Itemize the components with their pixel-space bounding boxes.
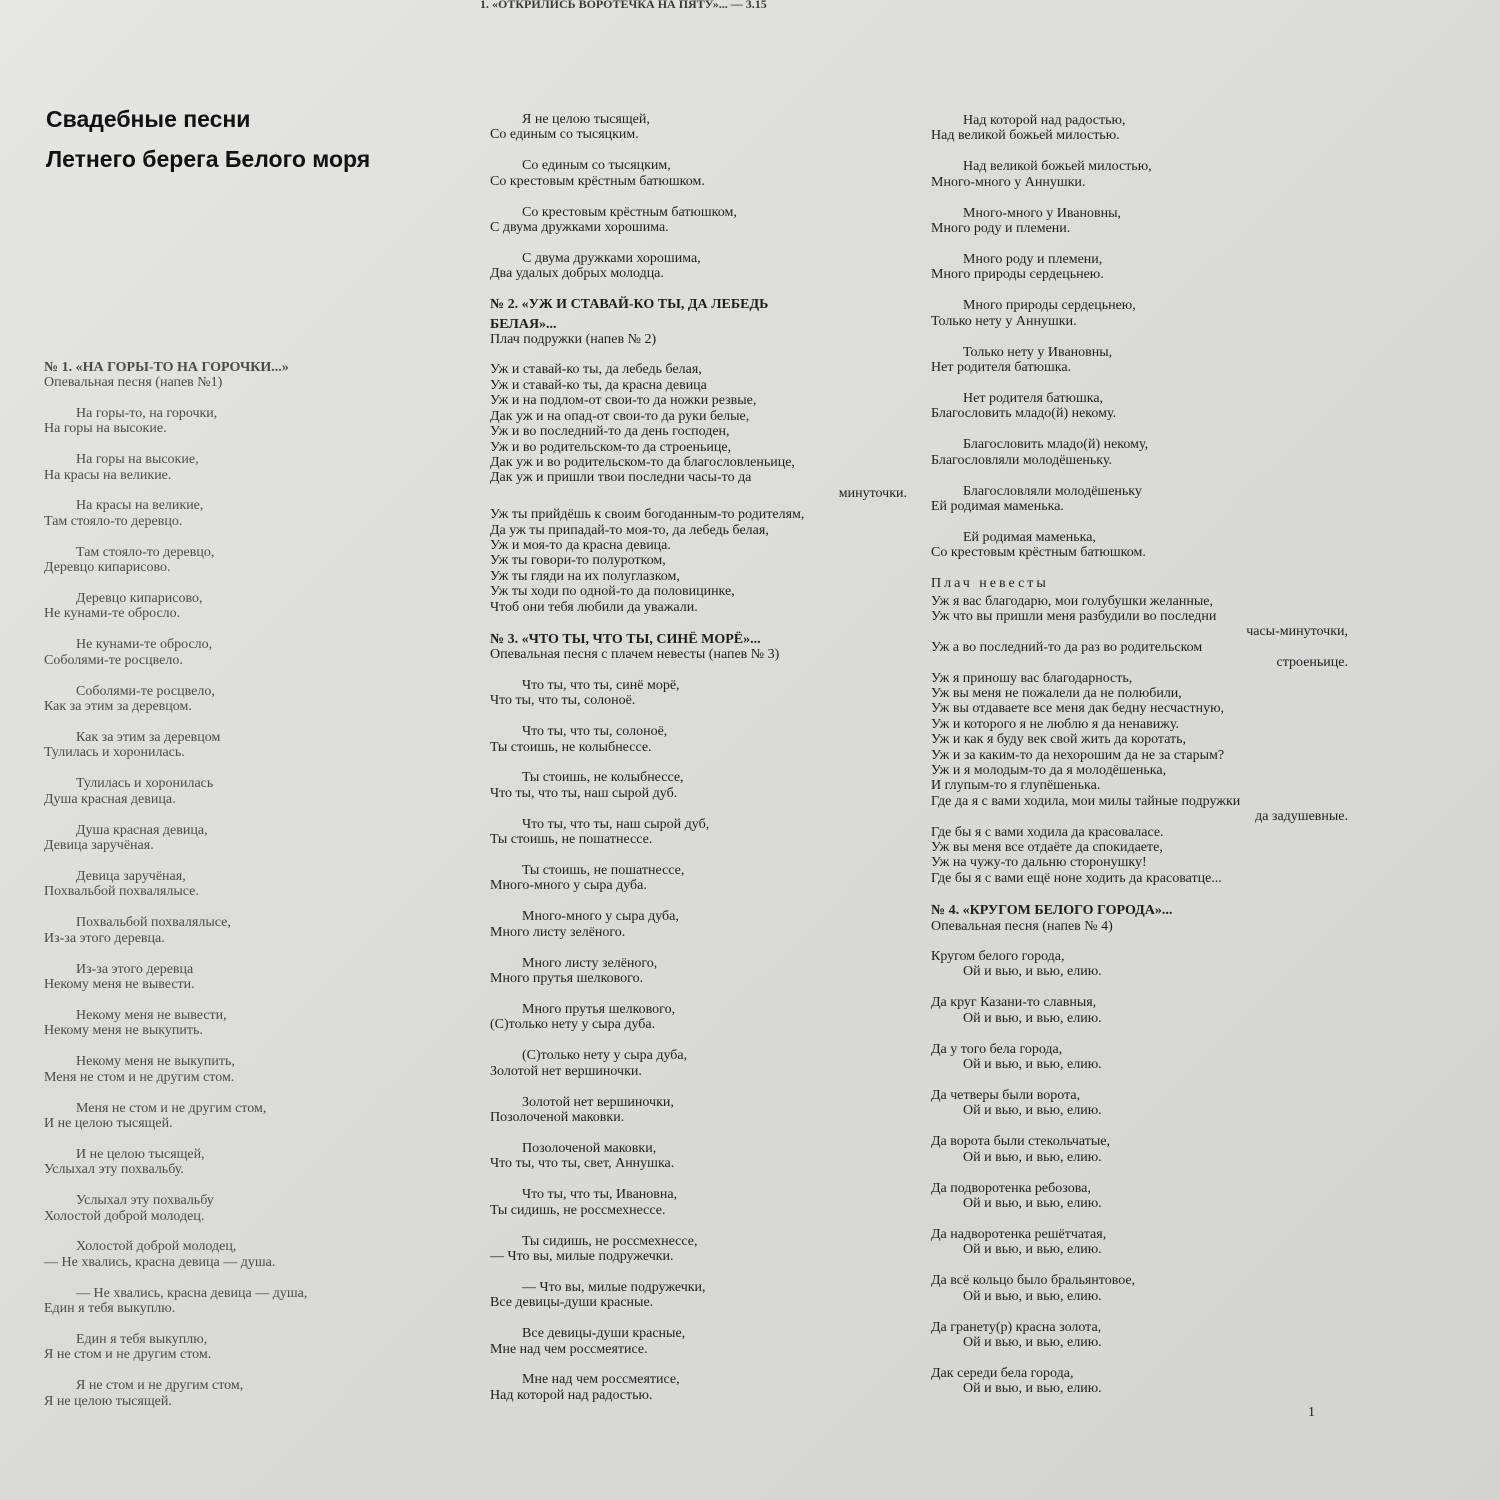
verse-line: На горы-то, на горочки,: [76, 405, 218, 421]
verse-line: Много-много у Ивановны,: [963, 205, 1121, 221]
text-line: да задушевные.: [1255, 809, 1348, 825]
verse-line: Там стояло-то деревцо.: [44, 513, 183, 529]
text-line: Уж вы меня не пожалели да не полюбили,: [931, 685, 1182, 701]
text-line: Уж и за каким-то да нехорошим да не за старым?: [931, 747, 1225, 763]
stanza: [931, 1042, 1356, 1073]
verse-line: Ты сидишь, не россмехнессе,: [522, 1233, 698, 1249]
verse-line: Тулилась и хоронилась.: [44, 745, 185, 761]
verse-line: Ой и вью, и вью, елию.: [963, 1381, 1102, 1397]
stanza: [490, 956, 915, 987]
stanza: [931, 995, 1356, 1026]
verse-line: Душа красная девица,: [76, 822, 208, 838]
text-line: Где да я с вами ходила, мои милы тайные подружки: [931, 793, 1241, 809]
verse-line: Да подворотенка ребозова,: [931, 1180, 1091, 1196]
verse-line: Мне над чем россмеятисе,: [522, 1372, 680, 1388]
stanza: [931, 391, 1356, 422]
page-number: 1: [1308, 1405, 1315, 1420]
song-heading: БЕЛАЯ»...: [490, 316, 557, 332]
stanza: [44, 637, 464, 668]
verse-line: На красы на великие,: [76, 498, 204, 514]
stanza: [931, 252, 1356, 283]
stanza: [490, 251, 915, 282]
verse-line: Девица заручёная,: [76, 868, 186, 884]
verse-line: Похвальбой похвалялысе.: [44, 884, 199, 900]
stanza: [44, 869, 464, 900]
stanza-list: [44, 406, 464, 1409]
verse-line: Деревцо кипарисово,: [76, 591, 203, 607]
stanza: [44, 1286, 464, 1317]
verse-line: Над великой божьей милостью,: [963, 159, 1152, 175]
verse-line: И не целою тысящей.: [44, 1115, 173, 1131]
verse-line: Только нету у Аннушки.: [931, 313, 1077, 329]
stanza: [44, 1101, 464, 1132]
stanza: [490, 1002, 915, 1033]
verse-line: Я не целою тысящей.: [44, 1393, 172, 1409]
text-line: Уж и во родительском-то да строеньице,: [490, 439, 732, 455]
text-line: минуточки.: [838, 485, 907, 501]
verse-line: Много листу зелёного.: [490, 924, 626, 940]
stanza: [490, 1372, 915, 1403]
song-heading: № 3. «ЧТО ТЫ, ЧТО ТЫ, СИНЁ МОРЁ»...: [490, 631, 761, 647]
verse-line: Да круг Казани-то славныя,: [931, 995, 1097, 1011]
verse-line: Со крестовым крёстным батюшком,: [522, 204, 737, 220]
verse-line: Много природы сердецьнею.: [931, 267, 1104, 283]
text-line: Уж ты гляди на их полуглазком,: [490, 568, 680, 584]
stanza-list: [931, 949, 1356, 1397]
text-line: Дак уж и пришли твои последни часы-то да: [490, 470, 752, 486]
text-line: Где бы я с вами ходила да красоваласе.: [931, 824, 1164, 840]
stanza: [44, 1332, 464, 1363]
verse-line: Ты стоишь, не пошатнессе,: [522, 863, 685, 879]
verse-line: Некому меня не вывести.: [44, 976, 195, 992]
verse-line: Нет родителя батюшка,: [963, 390, 1104, 406]
verse-line: Благословить младо(й) некому.: [931, 406, 1117, 422]
stanza-list: [490, 112, 915, 282]
top-cut-off-text: 1. «ОТКРИЛИСЬ ВОРОТЕЧКА НА ПЯТУ»... — 3.15: [480, 0, 767, 10]
verse-line: Ей родимая маменька,: [963, 529, 1096, 545]
stanza: [931, 113, 1356, 144]
stanza: [490, 158, 915, 189]
verse-line: Услыхал эту похвальбу.: [44, 1162, 184, 1178]
verse-line: Со единым со тысяцким.: [490, 127, 639, 143]
verse-line: Да гранету(р) красна золота,: [931, 1319, 1102, 1335]
verse-line: Ой и вью, и вью, елию.: [963, 1149, 1102, 1165]
stanza: [44, 1193, 464, 1224]
verse-line: Да надворотенка решётчатая,: [931, 1226, 1107, 1242]
verse-line: Над которой над радостью,: [963, 113, 1126, 128]
text-line: Уж и на подлом-от свои-то да ножки резвые,: [490, 393, 757, 409]
verse-line: Много-много у сыра дуба,: [522, 909, 679, 925]
verse-line: Как за этим за деревцом: [76, 730, 221, 745]
stanza: [931, 484, 1356, 515]
verse-line: Да ворота были стекольчатые,: [931, 1134, 1110, 1150]
stanza: [490, 909, 915, 940]
verse-line: Не кунами-те обросло.: [44, 606, 181, 622]
stanza: [490, 863, 915, 894]
verse-line: Как за этим за деревцом.: [44, 699, 192, 715]
stanza: [490, 770, 915, 801]
stanza: [490, 1187, 915, 1218]
verse-line: Над которой над радостью.: [490, 1387, 653, 1403]
verse-line: И не целою тысящей,: [76, 1146, 205, 1162]
text-line: Уж на чужу-то дальню сторонушку!: [931, 855, 1147, 871]
stanza: [490, 678, 915, 709]
verse-line: Ты стоишь, не пошатнессе.: [490, 832, 653, 848]
verse-line: Золотой нет вершиночки.: [490, 1063, 642, 1079]
verse-line: Холостой доброй молодец.: [44, 1208, 205, 1224]
verse-line: На красы на великие.: [44, 467, 172, 483]
verse-line: — Не хвались, красна девица — душа.: [44, 1254, 276, 1270]
column-3: [931, 113, 1356, 1412]
verse-line: Некому меня не выкупить,: [76, 1054, 235, 1070]
text-line: Чтоб они тебя любили да уважали.: [490, 599, 698, 615]
stanza: [44, 915, 464, 946]
verse-line: Мне над чем россмеятисе.: [490, 1341, 648, 1357]
verse-line: Девица заручёная.: [44, 838, 154, 854]
text-line: Уж и как я буду век свой жить да коротать,: [931, 732, 1187, 748]
title-line-2: Летнего берега Белого моря: [46, 146, 371, 172]
stanza: [490, 1326, 915, 1357]
stanza: [44, 452, 464, 483]
verse-line: Некому меня не выкупить.: [44, 1023, 203, 1039]
stanza: [490, 1280, 915, 1311]
stanza: [931, 530, 1356, 561]
verse-line: Я не стом и не другим стом,: [76, 1378, 244, 1394]
text-line: Уж вы отдаваете все меня дак бедну несчастную,: [931, 701, 1225, 717]
stanza: [44, 684, 464, 715]
verse-line: Ой и вью, и вью, елию.: [963, 1057, 1102, 1073]
verse-line: Дак середи бела города,: [931, 1365, 1074, 1381]
stanza: [44, 1147, 464, 1178]
verse-line: Ой и вью, и вью, елию.: [963, 1242, 1102, 1258]
verse-line: Я не целою тысящей,: [522, 112, 650, 127]
verse-line: Много-много у Аннушки.: [931, 174, 1086, 190]
text-line: Уж и ставай-ко ты, да красна девица: [490, 377, 707, 393]
lament-text: [490, 362, 915, 615]
stanza: [44, 1239, 464, 1270]
text-line: Уж и моя-то да красна девица.: [490, 537, 671, 553]
verse-line: Благословляли молодёшеньку: [963, 483, 1142, 499]
text-line: Уж ты говори-то полуротком,: [490, 553, 666, 569]
verse-line: Ей родимая маменька.: [931, 498, 1064, 514]
verse-line: Един я тебя выкуплю,: [76, 1332, 208, 1348]
stanza: [490, 1234, 915, 1265]
text-line: Уж ты ходи по одной-то да половицинке,: [490, 584, 735, 600]
stanza: [490, 205, 915, 236]
stanza: [44, 1008, 464, 1039]
lament-paragraph: [490, 362, 915, 501]
text-line: Уж вы меня все отдаёте да спокидаете,: [931, 840, 1163, 856]
lament-paragraph: [490, 507, 915, 615]
verse-line: (С)только нету у сыра дуба.: [490, 1017, 656, 1033]
verse-line: Много листу зелёного,: [522, 955, 658, 971]
title-line-1: Свадебные песни: [46, 106, 251, 132]
song-heading: № 4. «КРУГОМ БЕЛОГО ГОРОДА»...: [931, 903, 1173, 919]
verse-line: Ой и вью, и вью, елию.: [963, 1288, 1102, 1304]
stanza: [931, 1088, 1356, 1119]
stanza: [44, 545, 464, 576]
stanza: [931, 345, 1356, 376]
verse-line: Ты сидишь, не россмехнессе.: [490, 1202, 666, 1218]
verse-line: Соболями-те росцвело,: [76, 683, 215, 699]
verse-line: Да всё кольцо было бральянтовое,: [931, 1273, 1136, 1289]
verse-line: Там стояло-то деревцо,: [76, 544, 215, 560]
verse-line: Много роду и племени,: [963, 251, 1103, 267]
verse-line: На горы на высокие,: [76, 452, 199, 468]
verse-line: Над великой божьей милостью.: [931, 128, 1120, 144]
verse-line: Что ты, что ты, свет, Аннушка.: [490, 1156, 675, 1172]
stanza: [931, 437, 1356, 468]
verse-line: Да у того бела города,: [931, 1041, 1063, 1057]
verse-line: Много прутья шелкового.: [490, 971, 644, 987]
text-line: Уж и ставай-ко ты, да лебедь белая,: [490, 362, 702, 378]
verse-line: Из-за этого деревца: [76, 961, 194, 977]
stanza: [931, 298, 1356, 329]
stanza: [490, 1095, 915, 1126]
stanza: [44, 823, 464, 854]
text-line: Уж и во последний-то да день господен,: [490, 424, 730, 440]
verse-line: Позолоченой маковки,: [522, 1140, 657, 1156]
verse-line: Со крестовым крёстным батюшком.: [490, 173, 705, 189]
verse-line: Со единым со тысяцким,: [522, 158, 671, 174]
stanza: [931, 1273, 1356, 1304]
song-subtitle: Опевальная песня с плачем невесты (напев № 3): [490, 647, 780, 663]
verse-line: Я не стом и не другим стом.: [44, 1347, 212, 1363]
lament-text: [931, 594, 1356, 887]
verse-line: — Не хвались, красна девица — душа,: [76, 1285, 308, 1301]
verse-line: С двума дружками хорошима,: [522, 250, 701, 266]
stanza: [931, 1227, 1356, 1258]
verse-line: Золотой нет вершиночки,: [522, 1094, 674, 1110]
stanza: [44, 591, 464, 622]
verse-line: Много природы сердецьнею,: [963, 298, 1136, 314]
text-line: Уж ты прийдёшь к своим богоданным-то родителям,: [490, 507, 805, 523]
verse-line: Душа красная девица.: [44, 791, 176, 807]
stanza: [931, 206, 1356, 237]
stanza: [44, 1054, 464, 1085]
stanza: [931, 1320, 1356, 1351]
song-subtitle: Опевальная песня (напев №1): [44, 375, 223, 391]
verse-line: Некому меня не вывести,: [76, 1007, 227, 1023]
verse-line: На горы на высокие.: [44, 421, 167, 437]
text-line: И глупым-то я глупёшенька.: [931, 778, 1101, 794]
verse-line: Только нету у Ивановны,: [963, 344, 1113, 360]
verse-line: Да четверы были ворота,: [931, 1088, 1081, 1103]
verse-line: Услыхал эту похвальбу: [76, 1193, 214, 1209]
text-line: строеньице.: [1276, 655, 1348, 671]
verse-line: — Что вы, милые подружечки.: [490, 1248, 674, 1264]
stanza-list: [931, 113, 1356, 561]
verse-line: С двума дружками хорошима.: [490, 220, 669, 236]
verse-line: Что ты, что ты, Ивановна,: [522, 1187, 678, 1203]
column-1: [44, 356, 464, 1425]
verse-line: Холостой доброй молодец,: [76, 1239, 237, 1255]
verse-line: Все девицы-души красные.: [490, 1295, 654, 1311]
verse-line: Ой и вью, и вью, елию.: [963, 1103, 1102, 1119]
verse-line: Два удалых добрых молодца.: [490, 266, 664, 282]
verse-line: Кругом белого города,: [931, 949, 1065, 965]
verse-line: Много прутья шелкового,: [522, 1001, 676, 1017]
text-line: Дак уж и на опад-от свои-то да руки белые,: [490, 408, 750, 424]
stanza: [44, 730, 464, 761]
text-line: Уж я вас благодарю, мои голубушки желанные,: [931, 593, 1213, 609]
text-line: Уж и я молодым-то да я молодёшенька,: [931, 763, 1167, 778]
song-subtitle: Опевальная песня (напев № 4): [931, 918, 1113, 934]
stanza: [44, 1378, 464, 1409]
verse-line: Ой и вью, и вью, елию.: [963, 1196, 1102, 1212]
verse-line: Тулилась и хоронилась: [76, 776, 214, 792]
page-title: [46, 99, 486, 179]
verse-line: Деревцо кипарисово.: [44, 560, 171, 576]
section-label: Плач невесты: [931, 576, 1049, 592]
verse-line: Благословляли молодёшеньку.: [931, 452, 1112, 468]
stanza: [44, 962, 464, 993]
text-line: Уж что вы пришли меня разбудили во последни: [931, 608, 1217, 624]
stanza: [490, 1141, 915, 1172]
stanza: [44, 406, 464, 437]
verse-line: Из-за этого деревца.: [44, 930, 165, 946]
verse-line: Что ты, что ты, синё морё,: [522, 677, 680, 693]
verse-line: Ты стоишь, не колыбнессе.: [490, 739, 652, 755]
stanza: [44, 776, 464, 807]
text-line: часы-минуточки,: [1246, 624, 1348, 640]
stanza: [44, 498, 464, 529]
text-line: Где бы я с вами ещё ноне ходить да красоватце...: [931, 870, 1222, 886]
verse-line: Меня не стом и не другим стом.: [44, 1069, 235, 1085]
song-heading: № 1. «НА ГОРЫ-ТО НА ГОРОЧКИ...»: [44, 360, 289, 375]
verse-line: Нет родителя батюшка.: [931, 359, 1072, 375]
stanza: [490, 817, 915, 848]
column-2: [490, 112, 915, 1419]
text-line: Да уж ты припадай-то моя-то, да лебедь белая,: [490, 522, 769, 538]
verse-line: Много роду и племени.: [931, 221, 1071, 237]
verse-line: Соболями-те росцвело.: [44, 652, 183, 668]
stanza: [490, 1048, 915, 1079]
verse-line: Не кунами-те обросло,: [76, 637, 213, 653]
verse-line: Ты стоишь, не колыбнессе,: [522, 770, 684, 786]
stanza: [931, 159, 1356, 190]
stanza: [490, 724, 915, 755]
stanza: [931, 1181, 1356, 1212]
verse-line: Что ты, что ты, наш сырой дуб.: [490, 785, 678, 801]
verse-line: Меня не стом и не другим стом,: [76, 1100, 267, 1116]
verse-line: Все девицы-души красные,: [522, 1326, 686, 1342]
text-line: Уж а во последний-то да раз во родительском: [931, 639, 1203, 655]
verse-line: Един я тебя выкуплю.: [44, 1301, 176, 1317]
verse-line: Что ты, что ты, солоноё,: [522, 724, 668, 740]
verse-line: Ой и вью, и вью, елию.: [963, 964, 1102, 980]
stanza: [931, 1134, 1356, 1165]
song-heading: № 2. «УЖ И СТАВАЙ-КО ТЫ, ДА ЛЕБЕДЬ: [490, 297, 769, 313]
verse-line: Со крестовым крёстным батюшком.: [931, 545, 1146, 561]
stanza: [931, 1366, 1356, 1397]
verse-line: Много-много у сыра дуба.: [490, 878, 647, 894]
verse-line: (С)только нету у сыра дуба,: [522, 1048, 688, 1064]
verse-line: Похвальбой похвалялысе,: [76, 915, 231, 931]
text-line: Уж и которого я не люблю я да ненавижу.: [931, 716, 1179, 732]
verse-line: Ой и вью, и вью, елию.: [963, 1010, 1102, 1026]
stanza: [490, 112, 915, 143]
verse-line: Что ты, что ты, солоноё.: [490, 693, 636, 709]
stanza: [931, 949, 1356, 980]
verse-line: — Что вы, милые подружечки,: [522, 1279, 706, 1295]
verse-line: Позолоченой маковки.: [490, 1110, 625, 1125]
text-line: Уж я приношу вас благодарность,: [931, 670, 1133, 686]
verse-line: Ой и вью, и вью, елию.: [963, 1334, 1102, 1350]
verse-line: Благословить младо(й) некому,: [963, 437, 1149, 453]
verse-line: Что ты, что ты, наш сырой дуб,: [522, 816, 710, 832]
song-subtitle: Плач подружки (напев № 2): [490, 332, 657, 348]
stanza-list: [490, 678, 915, 1404]
text-line: Дак уж и во родительском-то да благословленьице,: [490, 454, 795, 470]
